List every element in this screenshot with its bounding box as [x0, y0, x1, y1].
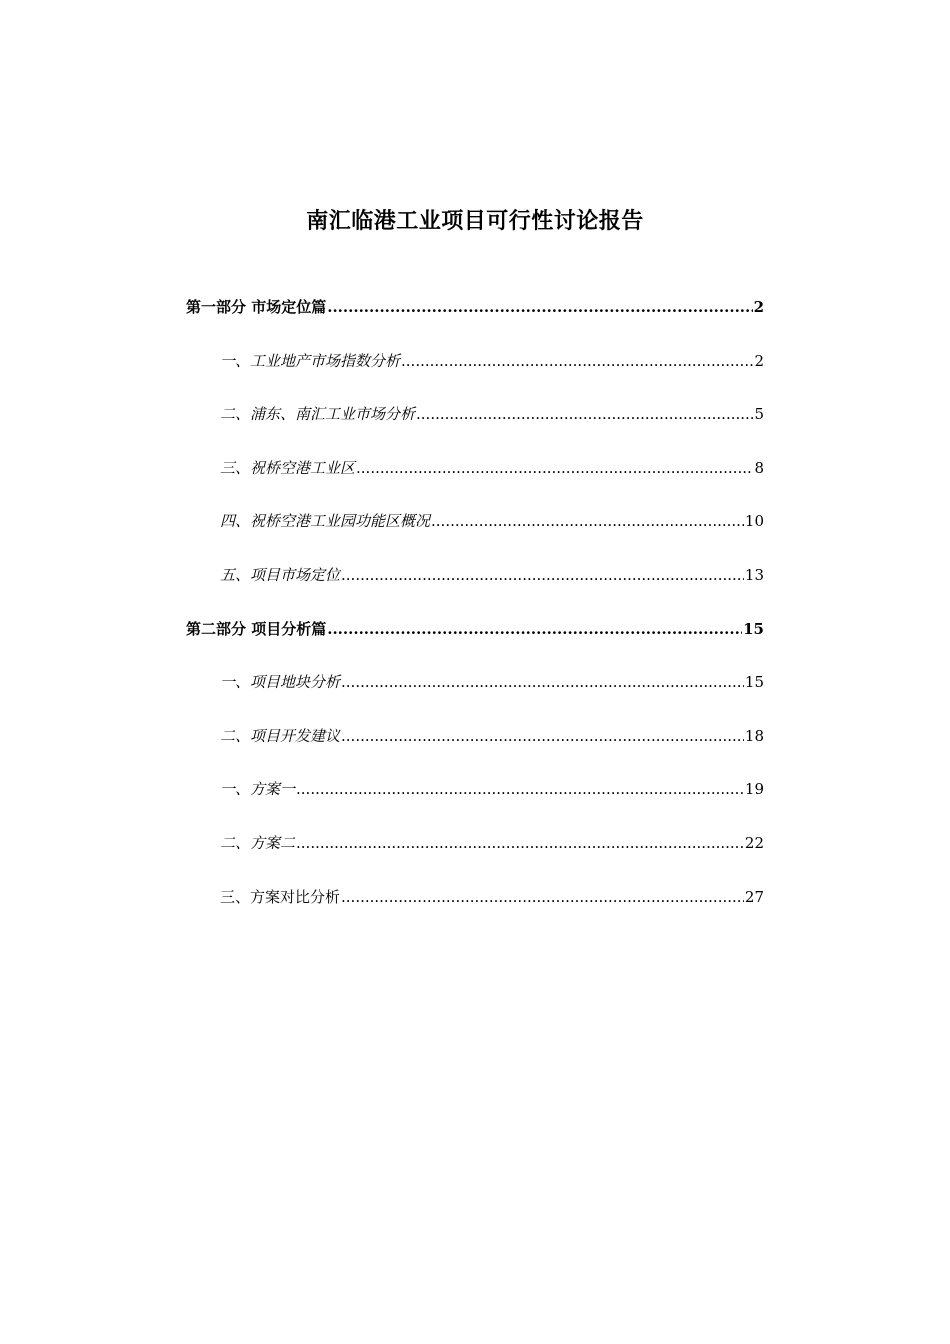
toc-page-number: 22 — [744, 833, 764, 852]
toc-entry-part-2[interactable] — [186, 618, 764, 672]
toc-page-number: 19 — [744, 780, 764, 799]
toc-leader — [341, 888, 744, 906]
toc-entry[interactable] — [186, 778, 764, 832]
table-of-contents — [186, 296, 764, 939]
toc-entry[interactable] — [186, 725, 764, 779]
toc-entry[interactable] — [186, 510, 764, 564]
toc-leader — [296, 834, 744, 852]
toc-page-number: 10 — [744, 512, 764, 531]
toc-leader — [296, 780, 744, 798]
toc-leader — [401, 352, 753, 370]
toc-entry[interactable] — [186, 671, 764, 725]
toc-entry-text: 四、祝桥空港工业园功能区概况 — [220, 512, 431, 531]
toc-page-number: 2 — [753, 298, 764, 316]
toc-page-number: 5 — [754, 405, 764, 424]
toc-entry-text: 二、浦东、南汇工业市场分析 — [220, 405, 416, 424]
toc-entry-text: 第二部分 项目分析篇 — [186, 619, 327, 638]
toc-entry[interactable] — [186, 457, 764, 511]
toc-page-number: 18 — [744, 726, 764, 745]
toc-page-number: 13 — [744, 565, 764, 584]
toc-entry[interactable] — [186, 350, 764, 404]
toc-leader — [431, 512, 744, 530]
toc-entry[interactable] — [186, 403, 764, 457]
toc-entry-text: 三、祝桥空港工业区 — [220, 458, 356, 477]
toc-entry-text: 第一部分 市场定位篇 — [186, 298, 327, 316]
toc-leader — [356, 459, 753, 477]
toc-entry-text: 二、项目开发建议 — [220, 726, 341, 745]
toc-leader — [327, 620, 742, 638]
toc-entry[interactable] — [186, 564, 764, 618]
toc-leader — [341, 673, 744, 691]
toc-entry[interactable] — [186, 886, 764, 940]
toc-page-number: 27 — [744, 887, 764, 906]
toc-leader — [341, 727, 744, 745]
toc-page-number: 2 — [754, 351, 764, 370]
toc-entry-text: 一、工业地产市场指数分析 — [220, 351, 401, 370]
toc-leader — [341, 566, 744, 584]
toc-entry-text: 二、方案二 — [220, 833, 296, 852]
toc-page-number: 15 — [744, 673, 764, 692]
toc-leader — [327, 298, 752, 316]
toc-entry-text: 五、项目市场定位 — [220, 565, 341, 584]
toc-page-number: 8 — [754, 458, 764, 477]
toc-entry[interactable] — [186, 832, 764, 886]
toc-entry-text: 一、项目地块分析 — [220, 673, 341, 692]
toc-entry-text: 三、方案对比分析 — [220, 887, 341, 906]
page-title: 南汇临港工业项目可行性讨论报告 — [306, 209, 644, 234]
toc-leader — [416, 405, 753, 423]
toc-entry-part-1[interactable] — [186, 296, 764, 350]
toc-entry-text: 一、方案一 — [220, 780, 296, 799]
toc-page-number: 15 — [743, 619, 764, 638]
